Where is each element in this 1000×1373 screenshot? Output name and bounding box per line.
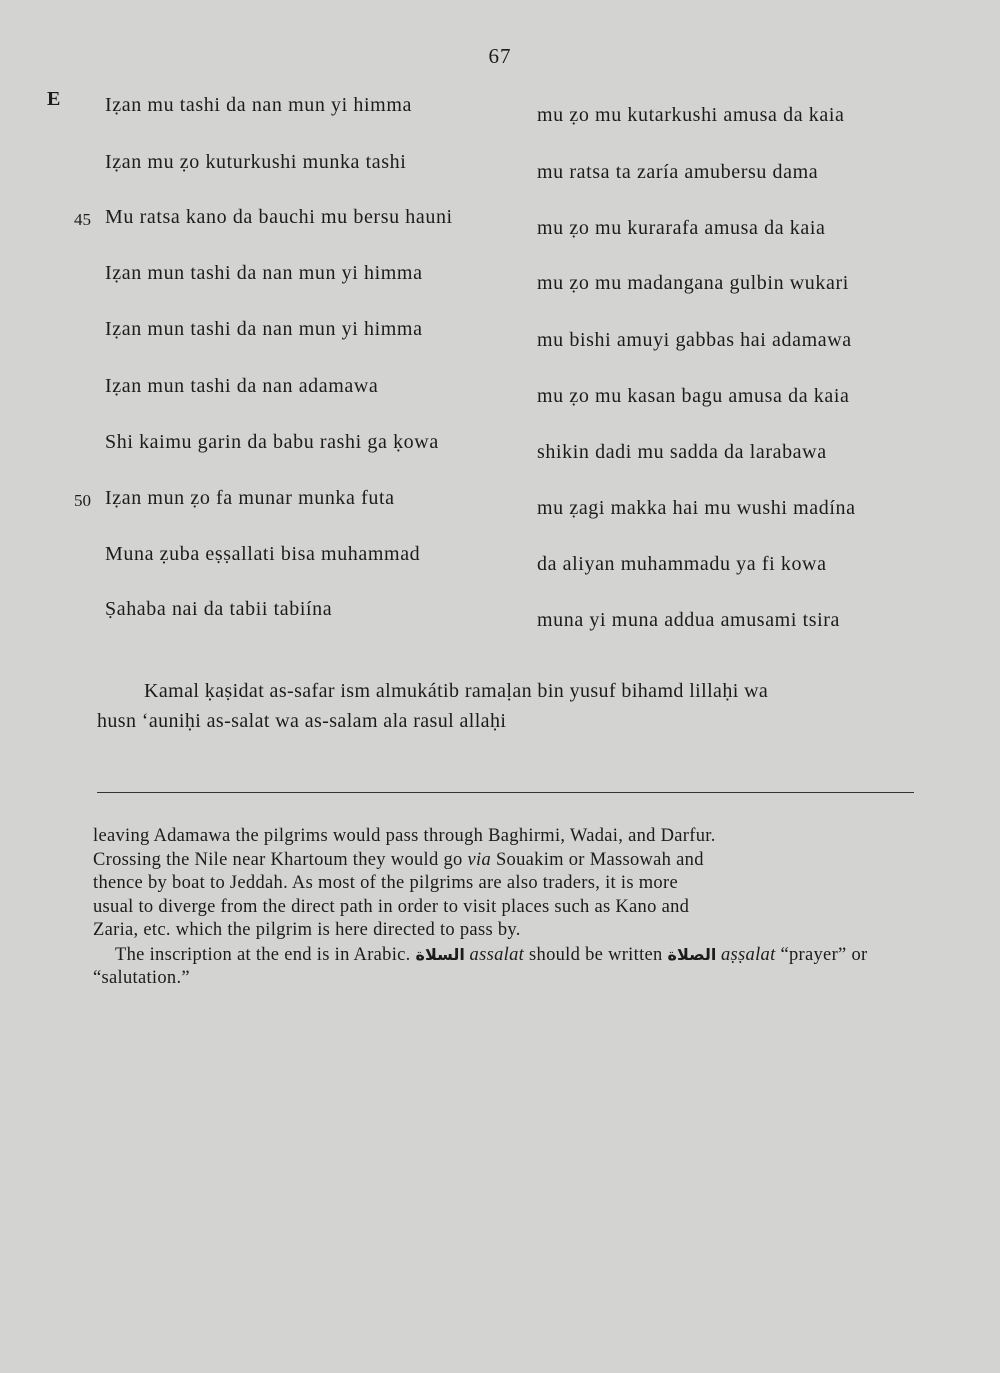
footnote-text: leaving Adamawa the pilgrims would pass through Baghirmi, Wadai, and Darfur.	[93, 826, 716, 846]
verse-right: mu ẓo mu kutarkushi amusa da kaia	[537, 104, 845, 126]
line-number-50: 50	[74, 491, 91, 510]
footnote-text: Souakim or Massowah and	[495, 849, 704, 870]
verse-right: da aliyan muhammadu ya fi kowa	[537, 553, 827, 575]
footnote-italic: via	[467, 849, 492, 870]
verse-left: Iẓan mu ẓo kuturkushi munka tashi	[105, 151, 407, 173]
footnote-italic: assalat	[469, 944, 525, 965]
verse-left: Ṣahaba nai da tabii tabiína	[105, 598, 333, 620]
footnote-text: thence by boat to Jeddah. As most of the pilgrims are also traders, it is more	[93, 873, 678, 893]
footnote-text: Zaria, etc. which the pilgrim is here directed to pass by.	[93, 920, 521, 940]
verse-right: mu ẓo mu madangana gulbin wukari	[537, 272, 849, 294]
footnote-rule	[97, 792, 914, 793]
colophon-line: husn ‘auniḥi as-salat wa as-salam ala rasul allaḥi	[97, 710, 507, 732]
page-number: 67	[488, 44, 512, 68]
verse-left: Iẓan mun tashi da nan mun yi himma	[105, 262, 423, 284]
verse-left: Mu ratsa kano da bauchi mu bersu hauni	[105, 206, 453, 228]
colophon	[97, 676, 927, 736]
verse-right: shikin dadi mu sadda da larabawa	[537, 441, 827, 463]
footnote-italic: aṣṣalat	[721, 944, 776, 965]
verse-right: mu ratsa ta zaría amubersu dama	[537, 161, 819, 183]
section-mark: E	[47, 88, 61, 110]
footnote-text: usual to diverge from the direct path in order to visit places such as Kano and	[93, 896, 690, 917]
verse-left: Iẓan mu tashi da nan mun yi himma	[105, 94, 412, 116]
line-number-45: 45	[74, 210, 91, 229]
verse-left: Iẓan mun tashi da nan mun yi himma	[105, 318, 423, 340]
footnote-text: The inscription at the end is in Arabic.	[115, 944, 411, 965]
verse-left: Iẓan mun tashi da nan adamawa	[105, 375, 379, 397]
verse-left: Iẓan mun ẓo fa munar munka futa	[105, 487, 395, 509]
footnote-text: “prayer” or “salutation.”	[93, 944, 868, 988]
footnote-continuation	[93, 825, 923, 943]
arabic-word: الصلاة	[667, 944, 717, 964]
verse-left: Shi kaimu garin da babu rashi ga ḳowa	[105, 431, 439, 453]
footnote-text: should be written	[529, 944, 663, 965]
verse-left: Muna ẓuba eṣṣallati bisa muhammad	[105, 543, 421, 565]
colophon-line: Kamal ḳaṣidat as-safar ism almukátib ramaḷan bin yusuf bihamd lillaḥi wa	[144, 680, 769, 702]
footnote-text: Crossing the Nile near Khartoum they would go	[93, 849, 463, 870]
verse-right: mu ẓo mu kasan bagu amusa da kaia	[537, 385, 850, 407]
footnotes	[93, 825, 923, 991]
verse-right: muna yi muna addua amusami tsira	[537, 609, 841, 631]
verse-right: mu ẓagi makka hai mu wushi madína	[537, 497, 856, 519]
arabic-word: السلاة	[415, 944, 465, 964]
verse-right: mu bishi amuyi gabbas hai adamawa	[537, 329, 852, 351]
verse-right: mu ẓo mu kurarafa amusa da kaia	[537, 217, 826, 239]
footnote-inscription	[93, 943, 923, 991]
